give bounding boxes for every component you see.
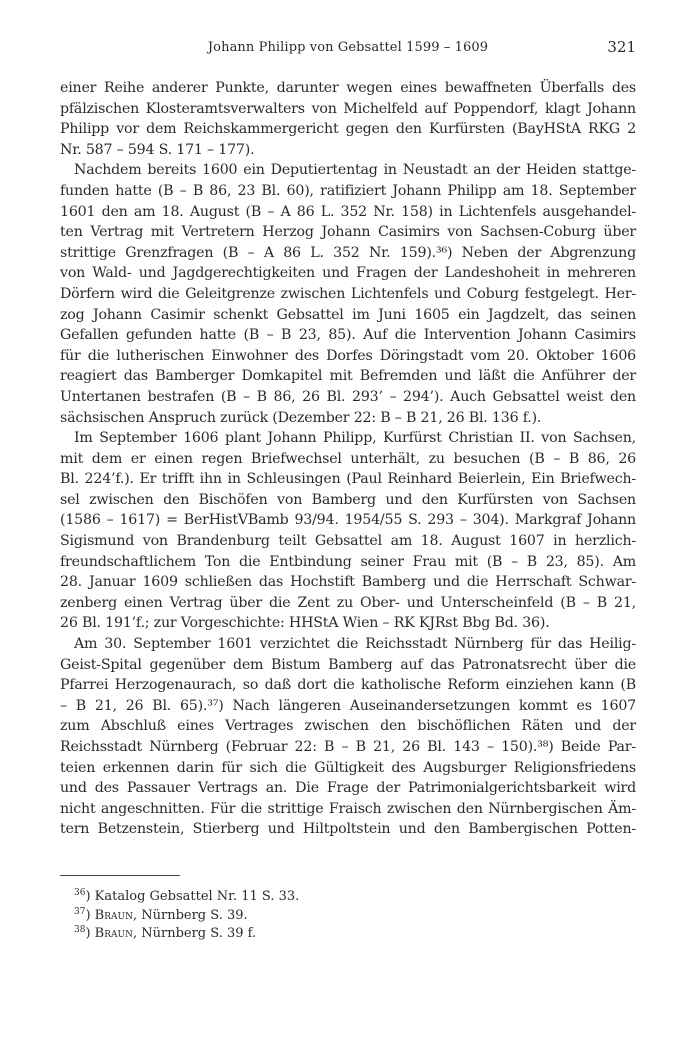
text-line: Im September 1606 plant Johann Philipp, Kurfürst Christian II. von Sachsen, [74,430,636,447]
text-line: sächsischen Anspruch zurück (Dezember 22: B – B 21, 26 Bl. 136 f.). [60,409,542,426]
text-line: funden hatte (B – B 86, 23 Bl. 60), ratifiziert Johann Philipp am 18. September [60,182,636,199]
footnote-38: $^{38}$) Braun, Nürnberg S. 39 f. [74,925,257,941]
text-line: (1586 – 1617) = BerHistVBamb 93/94. 1954/55 S. 293 – 304). Markgraf Johann [60,512,636,529]
text-line: sel zwischen den Bischöfen von Bamberg und den Kurfürsten von Sachsen [60,491,636,508]
text-line: Sigismund von Brandenburg teilt Gebsattel am 18. August 1607 in herzlich- [60,533,636,550]
footnote-37: $^{37}$) Braun, Nürnberg S. 39. [74,906,248,923]
text-line: ten Vertrag mit Vertretern Herzog Johann Casimirs von Sachsen-Coburg über [60,224,636,241]
footnote-author: Braun [94,926,133,941]
text-line: teien erkennen darin für sich die Gültigkeit des Augsburger Religionsfriedens [60,759,636,776]
text-line: einer Reihe anderer Punkte, darunter wegen eines bewaffneten Überfalls des [60,80,636,96]
text-line: für die lutherischen Einwohner des Dorfes Döringstadt vom 20. Oktober 1606 [60,347,636,364]
text-line: Untertanen bestrafen (B – B 86, 26 Bl. 293’ – 294’). Auch Gebsattel weist den [60,388,636,405]
page-number: 321 [607,38,636,56]
footnote-mark: 36 [74,888,86,898]
text-line: Gefallen gefunden hatte (B – B 23, 85). Auf die Intervention Johann Casimirs [60,327,636,344]
text-line: Dörfern wird die Geleitgrenze zwischen Lichtenfels und Coburg festgelegt. Her- [60,285,636,302]
text-line: strittige Grenzfragen (B – A 86 L. 352 Nr. 159).³⁶) Neben der Abgrenzung [60,244,636,261]
footnote-author: Braun [94,907,133,923]
text-line: – B 21, 26 Bl. 65).³⁷) Nach längeren Auseinandersetzungen kommt es 1607 [60,697,636,714]
footnote-text: , Nürnberg S. 39. [132,907,248,923]
text-line: Bl. 224’f.). Er trifft ihn in Schleusingen (Paul Reinhard Beierlein, Ein Briefwech- [60,471,636,488]
text-line: freundschaftlichem Ton die Entbindung seiner Frau mit (B – B 23, 85). Am [60,553,636,570]
running-head [60,38,636,58]
text-line: Nr. 587 – 594 S. 171 – 177). [60,141,255,158]
text-line: Nachdem bereits 1600 ein Deputiertentag in Neustadt an der Heiden stattge- [74,162,636,179]
text-line: 26 Bl. 191’f.; zur Vorgeschichte: HHStA Wien – RK KJRst Bbg Bd. 36). [60,615,550,632]
footnote-mark: 37 [74,906,86,917]
footnote-text: , Nürnberg S. 39 f. [132,926,257,941]
text-line: reagiert das Bamberger Domkapitel mit Befremden und läßt die Anführer der [60,368,636,385]
text-line: zog Johann Casimir schenkt Gebsattel im Juni 1605 ein Jagdzelt, das seinen [60,306,636,323]
text-line: mit dem er einen regen Briefwechsel unterhält, zu besuchen (B – B 86, 26 [60,450,636,467]
text-line: 1601 den am 18. August (B – A 86 L. 352 Nr. 158) in Lichtenfels ausgehandel- [60,203,636,220]
text-line: 28. Januar 1609 schließen das Hochstift Bamberg und die Herrschaft Schwar- [60,574,636,591]
text-line: nicht angeschnitten. Für die strittige Fraisch zwischen den Nürnbergischen Äm- [60,800,636,817]
text-line: Pfarrei Herzogenaurach, so daß dort die katholische Reform einziehen kann (B [60,677,636,694]
footnote-mark: 38 [74,925,86,935]
footnotes [74,884,574,940]
text-line: und des Passauer Vertrags an. Die Frage der Patrimonialgerichtsbarkeit wird [60,780,636,797]
footnote-text: Katalog Gebsattel Nr. 11 S. 33. [94,889,300,904]
text-line: pfälzischen Klosteramtsverwalters von Michelfeld auf Poppendorf, klagt Johann [60,100,636,117]
text-line: Am 30. September 1601 verzichtet die Reichsstadt Nürnberg für das Heilig- [74,636,636,653]
body-text [60,78,636,840]
text-line: tern Betzenstein, Stierberg und Hiltpoltstein und den Bambergischen Potten- [60,821,636,838]
footnote-divider [60,875,180,876]
text-line: zum Abschluß eines Vertrages zwischen den bischöflichen Räten und der [60,718,636,735]
text-line: von Wald- und Jagdgerechtigkeiten und Fragen der Landeshoheit in mehreren [60,265,636,282]
running-title: Johann Philipp von Gebsattel 1599 – 1609 [207,40,489,55]
text-line: Philipp vor dem Reichskammergericht gegen den Kurfürsten (BayHStA RKG 2 [60,121,636,138]
text-line: Reichsstadt Nürnberg (Februar 22: B – B 21, 26 Bl. 143 – 150).³⁸) Beide Par- [60,739,636,755]
text-line: Geist-Spital gegenüber dem Bistum Bamberg auf das Patronatsrecht über die [60,656,636,673]
footnote-36: $^{36}$) Katalog Gebsattel Nr. 11 S. 33. [74,888,300,904]
text-line: zenberg einen Vertrag über die Zent zu Ober- und Unterscheinfeld (B – B 21, [60,594,636,611]
